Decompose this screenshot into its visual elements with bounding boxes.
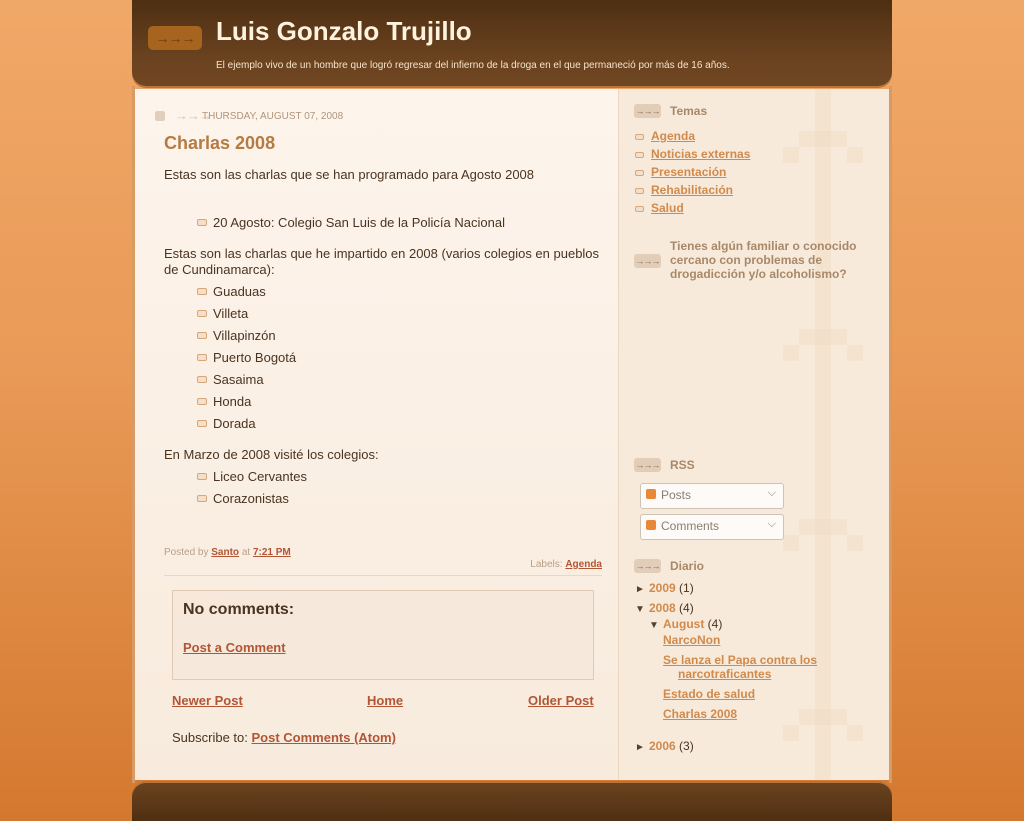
bullet-icon <box>197 398 207 405</box>
archive-post-link-charlas[interactable]: Charlas 2008 <box>663 707 738 721</box>
sidebar-item-agenda[interactable]: Agenda <box>634 127 750 145</box>
archive-year-2008: ▼ 2008 (4) <box>635 601 694 615</box>
blog-header <box>132 0 892 86</box>
bullet-icon <box>197 354 207 361</box>
bullet-icon <box>197 495 207 502</box>
comments-heading: No comments: <box>183 601 295 618</box>
label-agenda-link[interactable]: Agenda <box>565 559 602 570</box>
archive-post <box>678 667 771 681</box>
list-item: Honda <box>164 391 609 413</box>
post-body <box>164 167 609 510</box>
bullet-icon <box>635 170 644 176</box>
blog-description: El ejemplo vivo de un hombre que logró regresar del infierno de la droga en el que permaneció por más de 16 años. <box>216 60 730 71</box>
arrows-icon: →→→ <box>635 256 660 266</box>
arrows-icon: →→→ <box>635 106 660 116</box>
archive-year-2009: ► 2009 (1) <box>635 581 694 595</box>
archive-post-link-papa-cont[interactable]: narcotraficantes <box>678 667 772 681</box>
date-arrows-icon: →→→ <box>175 108 211 123</box>
post-title[interactable]: Charlas 2008 <box>164 133 276 153</box>
at-label: at <box>241 547 251 558</box>
list-item: Guaduas <box>164 281 609 303</box>
post-labels <box>530 559 602 570</box>
collapse-arrow-icon[interactable]: ▼ <box>649 620 659 631</box>
list-item: Corazonistas <box>164 488 609 510</box>
bullet-icon <box>635 206 644 212</box>
scheduled-list <box>164 212 609 234</box>
rss-posts-dropdown[interactable]: Posts ⌵ <box>640 483 784 509</box>
post-footer <box>164 547 602 570</box>
past-intro: Estas son las charlas que he impartido en 2008 (varios colegios en pueblos de Cundinamarca): <box>164 246 600 277</box>
bullet-icon <box>635 134 644 140</box>
bullet-icon <box>197 288 207 295</box>
bullet-icon <box>197 420 207 427</box>
subscribe-label: Subscribe to: <box>172 730 248 745</box>
post-date: THURSDAY, AUGUST 07, 2008 <box>202 111 344 122</box>
past-list <box>164 281 609 435</box>
temas-list <box>634 127 750 217</box>
archive-post <box>663 687 755 701</box>
sidebar: →→→ Temas Agenda Noticias externas Presentación Rehabilitación Salud →→→ Tienes algún familiar o conocido cercano con problemas de drogadicción y/o alcoholismo? →→→ RSS Posts ⌵ Comments ⌵ →→→ Diario ► 2009 (1) ▼ 2008 (4) ▼ August (4) NarcoNon Se lanza el Papa contra los narcotraficantes Estado de salud Charlas 2008 ► 2006 (3) <box>618 89 889 780</box>
footer-band <box>132 783 892 821</box>
sidebar-item-rehabilitacion[interactable]: Rehabilitación <box>634 181 750 199</box>
chevron-down-icon: ⌵ <box>767 518 776 530</box>
main-column <box>135 89 618 780</box>
list-item: 20 Agosto: Colegio San Luis de la Policía Nacional <box>164 212 609 234</box>
rss-comments-dropdown[interactable]: Comments ⌵ <box>640 514 784 540</box>
list-item: Sasaima <box>164 369 609 391</box>
bullet-icon <box>197 219 207 226</box>
post-intro: Estas son las charlas que se han programado para Agosto 2008 <box>164 167 535 182</box>
post-comment-link[interactable]: Post a Comment <box>183 640 286 655</box>
archive-post-link-papa[interactable]: Se lanza el Papa contra los <box>663 653 818 667</box>
archive-post-link-narconon[interactable]: NarcoNon <box>663 633 721 647</box>
archive-post <box>663 707 737 721</box>
archive-link-2009[interactable]: 2009 <box>649 581 676 595</box>
archive-month-august: ▼ August (4) <box>649 617 723 631</box>
bullet-icon <box>635 152 644 158</box>
list-item: Villapinzón <box>164 325 609 347</box>
chevron-down-icon: ⌵ <box>767 487 776 499</box>
expand-arrow-icon[interactable]: ► <box>635 742 645 753</box>
subscribe-line <box>172 730 396 745</box>
older-post-link[interactable]: Older Post <box>528 693 594 708</box>
march-intro: En Marzo de 2008 visité los colegios: <box>164 447 379 462</box>
posted-by-label: Posted by <box>164 547 209 558</box>
list-item: Liceo Cervantes <box>164 466 609 488</box>
archive-post <box>663 653 817 667</box>
comments-section <box>172 590 594 680</box>
bullet-icon <box>635 188 644 194</box>
arrows-icon: →→→ <box>148 26 202 50</box>
newer-post-link[interactable]: Newer Post <box>172 693 243 708</box>
archive-link-2006[interactable]: 2006 <box>649 739 676 753</box>
list-item: Villeta <box>164 303 609 325</box>
archive-post <box>663 633 720 647</box>
list-item: Puerto Bogotá <box>164 347 609 369</box>
archive-post-link-salud[interactable]: Estado de salud <box>663 687 756 701</box>
rss-feed-icon <box>646 489 656 499</box>
arrows-icon: →→→ <box>635 561 660 571</box>
date-square-icon <box>155 111 165 121</box>
collapse-arrow-icon[interactable]: ▼ <box>635 604 645 615</box>
march-list <box>164 466 609 510</box>
labels-label: Labels: <box>530 559 563 570</box>
post-time-link[interactable]: 7:21 PM <box>252 547 291 558</box>
bullet-icon <box>197 310 207 317</box>
archive-year-2006: ► 2006 (3) <box>635 739 694 753</box>
divider <box>164 575 602 576</box>
expand-arrow-icon[interactable]: ► <box>635 584 645 595</box>
blog-title[interactable]: Luis Gonzalo Trujillo <box>216 16 472 46</box>
arrows-icon: →→→ <box>635 460 660 470</box>
sidebar-item-salud[interactable]: Salud <box>634 199 750 217</box>
archive-link-august[interactable]: August <box>663 617 705 631</box>
post-comments-atom-link[interactable]: Post Comments (Atom) <box>251 730 396 745</box>
sidebar-item-noticias-externas[interactable]: Noticias externas <box>634 145 750 163</box>
bullet-icon <box>197 332 207 339</box>
author-link[interactable]: Santo <box>211 547 240 558</box>
rss-feed-icon <box>646 520 656 530</box>
home-link[interactable]: Home <box>367 693 404 708</box>
sidebar-item-presentacion[interactable]: Presentación <box>634 163 750 181</box>
bullet-icon <box>197 473 207 480</box>
archive-link-2008[interactable]: 2008 <box>649 601 676 615</box>
content-wrapper <box>135 89 889 780</box>
list-item: Dorada <box>164 413 609 435</box>
bullet-icon <box>197 376 207 383</box>
